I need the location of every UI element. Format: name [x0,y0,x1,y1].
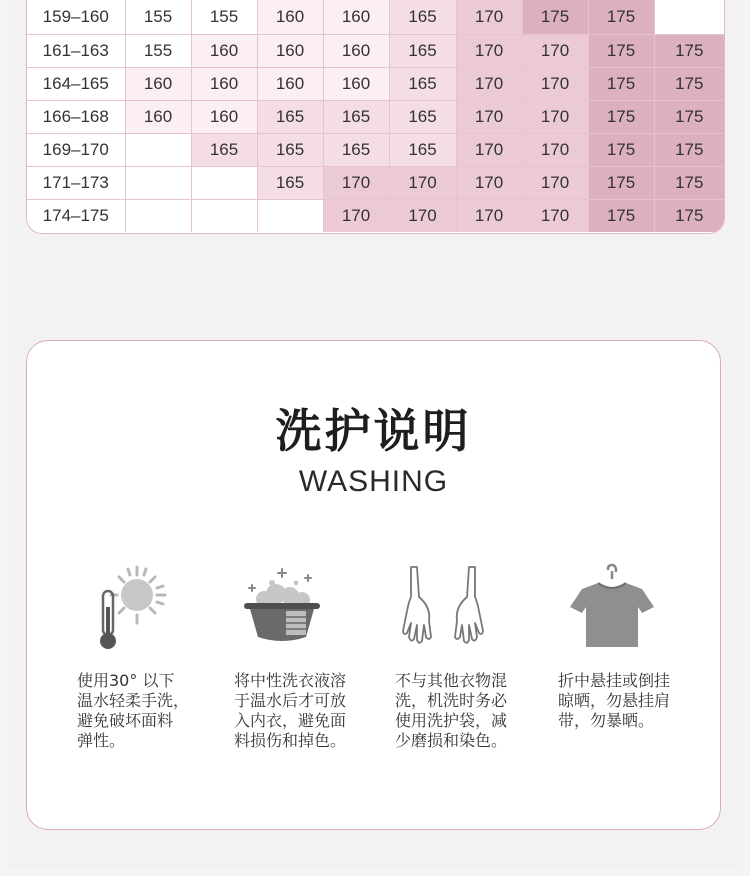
care-item-text: 使用30° 以下 温水轻柔手洗， 避免破坏面料 弹性。 [77,671,190,750]
thermometer-sun-icon [77,561,173,653]
size-cell: 175 [522,0,588,35]
size-cell: 160 [323,35,389,68]
height-range-cell: 171–173 [27,167,125,200]
size-cell: 170 [456,134,522,167]
size-table [27,0,724,232]
care-item-drying [558,561,698,731]
size-cell [257,200,323,233]
size-cell: 175 [588,134,654,167]
size-cell: 165 [389,68,456,101]
size-cell: 170 [389,167,456,200]
size-cell: 175 [588,167,654,200]
care-subtitle: WASHING [298,465,449,498]
size-cell: 175 [588,35,654,68]
size-table-row [27,68,724,101]
size-cell [191,200,257,233]
size-cell: 175 [588,200,654,233]
size-cell: 160 [191,35,257,68]
size-cell [191,167,257,200]
size-cell: 170 [323,167,389,200]
size-cell [125,200,191,233]
size-cell: 170 [522,134,588,167]
size-cell: 160 [323,68,389,101]
height-range-cell: 164–165 [27,68,125,101]
size-cell: 160 [191,68,257,101]
size-cell: 160 [257,0,323,35]
size-table-row [27,101,724,134]
wash-basin-icon [234,561,330,653]
size-cell: 165 [323,134,389,167]
care-title: 洗护说明 [275,404,472,458]
height-range-cell: 159–160 [27,0,125,35]
size-cell: 170 [456,200,522,233]
height-range-cell: 174–175 [27,200,125,233]
size-cell: 170 [456,101,522,134]
size-cell: 165 [389,0,456,35]
size-table-row [27,167,724,200]
care-instructions-card [26,340,721,830]
size-cell: 160 [191,101,257,134]
height-range-cell: 161–163 [27,35,125,68]
size-cell: 165 [257,101,323,134]
size-table-row [27,35,724,68]
care-item-separate-wash [395,561,535,751]
size-cell [125,134,191,167]
size-cell: 175 [588,0,654,35]
height-range-cell: 166–168 [27,101,125,134]
size-cell: 175 [654,134,724,167]
size-cell: 175 [654,101,724,134]
size-table-container [26,0,725,234]
size-cell [125,167,191,200]
height-range-cell: 169–170 [27,134,125,167]
size-cell: 170 [522,167,588,200]
size-cell: 175 [588,101,654,134]
size-cell [654,0,724,35]
care-item-water-temperature [77,561,217,751]
size-cell: 175 [654,167,724,200]
hand-wash-gloves-icon [395,561,491,653]
size-cell: 175 [588,68,654,101]
size-cell: 170 [389,200,456,233]
size-cell: 165 [389,35,456,68]
size-table-row [27,0,724,35]
size-cell: 155 [125,35,191,68]
size-cell: 165 [323,101,389,134]
shirt-hanger-icon [558,561,654,653]
care-item-text: 不与其他衣物混 洗，机洗时务必 使用洗护袋，减 少磨损和染色。 [395,671,508,750]
size-cell: 160 [257,35,323,68]
size-cell: 160 [125,68,191,101]
size-cell: 170 [522,68,588,101]
size-cell: 175 [654,200,724,233]
size-cell: 165 [191,134,257,167]
size-cell: 170 [456,167,522,200]
size-cell: 170 [456,0,522,35]
size-cell: 165 [257,134,323,167]
size-cell: 165 [389,101,456,134]
size-cell: 170 [522,200,588,233]
size-cell: 160 [257,68,323,101]
care-item-detergent [234,561,374,751]
size-cell: 155 [191,0,257,35]
care-item-text: 折中悬挂或倒挂 晾晒，勿悬挂肩 带，勿暴晒。 [558,671,671,730]
size-cell: 175 [654,68,724,101]
size-cell: 175 [654,35,724,68]
size-table-row [27,134,724,167]
size-cell: 170 [522,101,588,134]
size-table-row [27,200,724,233]
size-cell: 170 [522,35,588,68]
size-cell: 165 [257,167,323,200]
size-cell: 170 [456,35,522,68]
care-item-text: 将中性洗衣液溶 于温水后才可放 入内衣，避免面 料损伤和掉色。 [234,671,347,750]
size-cell: 165 [389,134,456,167]
size-cell: 170 [456,68,522,101]
size-cell: 170 [323,200,389,233]
size-cell: 160 [323,0,389,35]
size-cell: 160 [125,101,191,134]
size-cell: 155 [125,0,191,35]
